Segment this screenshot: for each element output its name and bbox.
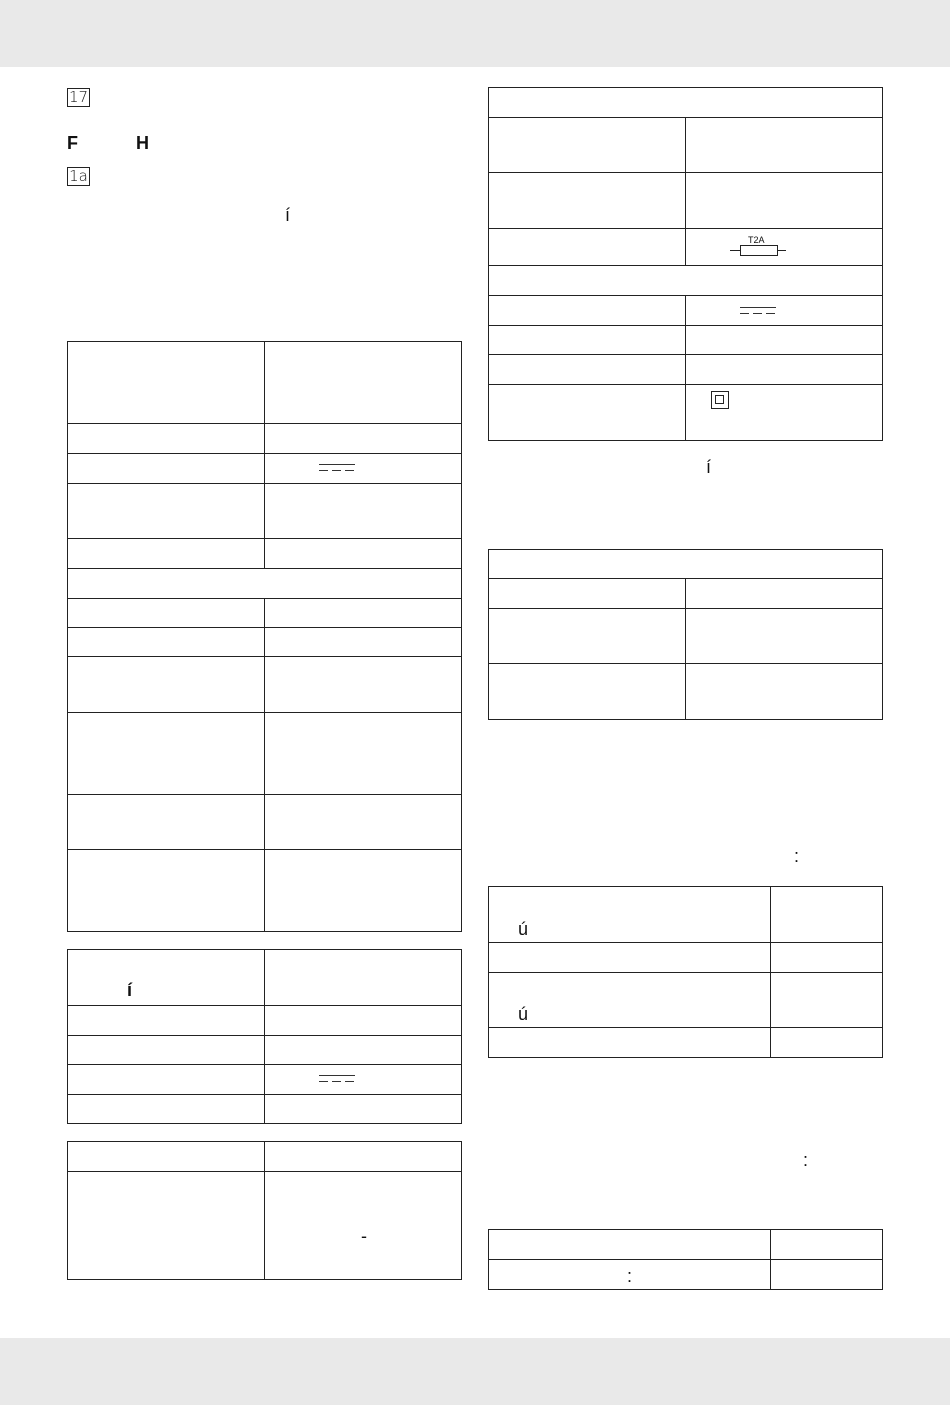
dc-current-icon xyxy=(319,464,355,474)
table-row xyxy=(489,943,883,973)
table-row xyxy=(68,1095,462,1124)
table-row xyxy=(68,599,462,628)
table-cell-text: ú xyxy=(518,919,529,939)
spec-table-2 xyxy=(67,949,462,1124)
table-row xyxy=(489,229,883,266)
table-cell-text: : xyxy=(627,1266,633,1286)
table-row xyxy=(68,1172,462,1280)
table-cell-text: ú xyxy=(518,1004,529,1024)
spec-table-7 xyxy=(488,1229,883,1290)
table-cell-text: í xyxy=(127,980,133,1000)
table-row xyxy=(489,173,883,229)
table-row xyxy=(489,887,883,943)
table-row xyxy=(68,539,462,569)
table-row xyxy=(489,296,883,326)
table-row xyxy=(489,664,883,720)
table-row xyxy=(489,326,883,355)
table-row xyxy=(489,609,883,664)
table-row xyxy=(489,118,883,173)
table-row xyxy=(68,1006,462,1036)
table-row xyxy=(68,569,462,599)
table-row xyxy=(489,88,883,118)
table-row xyxy=(68,342,462,424)
fuse-icon: T2A xyxy=(730,235,786,257)
heading-h: H xyxy=(136,133,149,153)
figure-badge-1a: 1a xyxy=(67,167,90,186)
bottom-band xyxy=(0,1338,950,1405)
protection-class-ii-icon xyxy=(711,391,729,409)
text-fragment: í xyxy=(706,457,712,477)
table-row xyxy=(68,454,462,484)
table-row xyxy=(489,579,883,609)
table-row xyxy=(68,950,462,1006)
table-row xyxy=(68,1142,462,1172)
text-fragment: : xyxy=(794,846,800,866)
top-band xyxy=(0,0,950,67)
table-row xyxy=(489,1028,883,1058)
spec-table-1 xyxy=(67,341,462,932)
table-row xyxy=(68,424,462,454)
text-fragment: í xyxy=(285,205,291,225)
table-row xyxy=(68,628,462,657)
spec-table-5 xyxy=(488,549,883,720)
text-fragment: : xyxy=(803,1150,809,1170)
spec-table-3 xyxy=(67,1141,462,1280)
table-row xyxy=(68,713,462,795)
table-row xyxy=(68,795,462,850)
table-row xyxy=(68,1036,462,1065)
table-row xyxy=(68,850,462,932)
table-row xyxy=(489,973,883,1028)
table-row xyxy=(68,484,462,539)
table-row xyxy=(489,550,883,579)
spec-table-4 xyxy=(488,87,883,441)
spec-table-6 xyxy=(488,886,883,1058)
table-row xyxy=(68,1065,462,1095)
table-cell-text: - xyxy=(361,1226,367,1246)
table-row xyxy=(489,355,883,385)
figure-badge-17: 17 xyxy=(68,88,89,106)
table-row xyxy=(489,1260,883,1290)
dc-current-icon xyxy=(319,1075,355,1085)
table-row xyxy=(489,1230,883,1260)
dc-current-icon xyxy=(740,307,776,317)
heading-f: F xyxy=(67,133,78,153)
table-row xyxy=(489,266,883,296)
table-row xyxy=(68,657,462,713)
table-row xyxy=(489,385,883,441)
